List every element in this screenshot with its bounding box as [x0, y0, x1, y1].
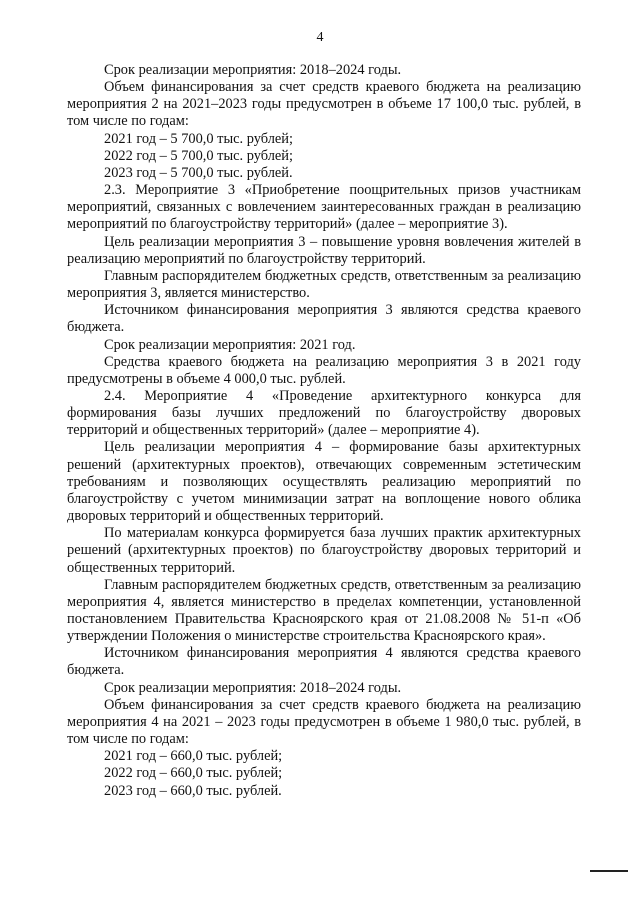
list-item: 2022 год – 660,0 тыс. рублей; [104, 765, 283, 782]
paragraph: Источником финансирования мероприятия 3 являются средства краевого бюджета. [67, 302, 581, 336]
paragraph: Срок реализации мероприятия: 2018–2024 годы. [104, 62, 402, 78]
corner-mark [590, 870, 628, 872]
paragraph: Срок реализации мероприятия: 2021 год. [104, 336, 356, 353]
paragraph: Источником финансирования мероприятия 4 являются средства краевого бюджета. [67, 645, 581, 679]
paragraph: Главным распорядителем бюджетных средств, ответственным за реализацию мероприятия 3, является министерство. [67, 267, 581, 302]
paragraph: Средства краевого бюджета на реализацию мероприятия 3 в 2021 году предусмотрены в объеме 4 000,0 тыс. рублей. [67, 353, 581, 387]
list-item: 2021 год – 5 700,0 тыс. рублей; [104, 130, 293, 147]
paragraph: Главным распорядителем бюджетных средств, ответственным за реализацию мероприятия 4, является министерство в пределах компетенции, установленной постановлением Правительства Красноярского края от 21.08.2008 № 51-п «Об утверждении Положения о министерстве строительства Красноярского края». [67, 576, 581, 645]
paragraph: Срок реализации мероприятия: 2018–2024 годы. [104, 679, 402, 696]
list-item: 2022 год – 5 700,0 тыс. рублей; [104, 147, 293, 164]
document-body [67, 62, 581, 800]
paragraph: Объем финансирования за счет средств краевого бюджета на реализацию мероприятия 4 на 2021 – 2023 годы предусмотрен в объеме 1 980,0 тыс. рублей, в том числе по годам: [67, 696, 581, 748]
paragraph: Объем финансирования за счет средств краевого бюджета на реализацию мероприятия 2 на 2021–2023 годы предусмотрен в объеме 17 100,0 тыс. рублей, в том числе по годам: [67, 79, 581, 130]
list-item: 2021 год – 660,0 тыс. рублей; [104, 748, 283, 765]
section-heading-paragraph: 2.3. Мероприятие 3 «Приобретение поощрительных призов участникам мероприятий, связанных с вовлечением заинтересованных граждан в реализацию мероприятий по благоустройству территорий» (далее – мероприятие 3). [67, 182, 581, 233]
paragraph: Цель реализации мероприятия 4 – формирование базы архитектурных решений (архитектурных проектов), отвечающих современным эстетическим требованиям и позволяющих осуществлять реализацию мероприятий по благоустройству с учетом минимизации затрат на воплощение нового облика дворовых территорий и общественных территорий. [67, 439, 581, 525]
page-number: 4 [316, 30, 324, 45]
section-heading-paragraph: 2.4. Мероприятие 4 «Проведение архитектурного конкурса для формирования базы лучших предложений по благоустройству дворовых территорий и общественных территорий» (далее – мероприятие 4). [67, 387, 581, 439]
list-item: 2023 год – 660,0 тыс. рублей. [104, 782, 282, 799]
list-item: 2023 год – 5 700,0 тыс. рублей. [104, 164, 293, 181]
paragraph: Цель реализации мероприятия 3 – повышение уровня вовлечения жителей в реализацию мероприятий по благоустройству территорий. [67, 233, 581, 267]
paragraph: По материалам конкурса формируется база лучших практик архитектурных решений (архитектурных проектов) по благоустройству дворовых территорий и общественных территорий. [67, 525, 581, 576]
